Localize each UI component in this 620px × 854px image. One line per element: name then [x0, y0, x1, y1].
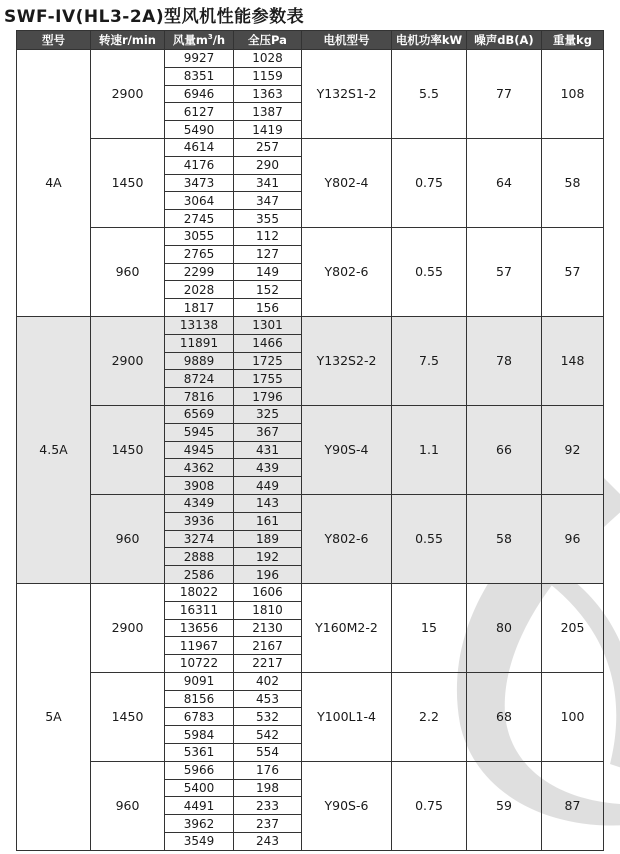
- speed-cell: 2900: [91, 583, 165, 672]
- header-model: 型号: [17, 31, 91, 50]
- speed-cell: 2900: [91, 50, 165, 139]
- pressure-cell: 1755: [234, 370, 302, 388]
- pressure-cell: 112: [234, 227, 302, 245]
- weight-cell: 100: [542, 672, 604, 761]
- pressure-cell: 431: [234, 441, 302, 459]
- power-cell: 2.2: [392, 672, 467, 761]
- airflow-cell: 10722: [165, 655, 234, 673]
- pressure-cell: 1301: [234, 316, 302, 334]
- model-cell: 4A: [17, 50, 91, 317]
- motor-cell: Y802-4: [302, 138, 392, 227]
- airflow-cell: 8724: [165, 370, 234, 388]
- airflow-cell: 2028: [165, 281, 234, 299]
- model-cell: 5A: [17, 583, 91, 850]
- noise-cell: 78: [467, 316, 542, 405]
- airflow-cell: 11891: [165, 334, 234, 352]
- table-row: [17, 316, 604, 334]
- pressure-cell: 1387: [234, 103, 302, 121]
- pressure-cell: 2130: [234, 619, 302, 637]
- noise-cell: 66: [467, 405, 542, 494]
- pressure-cell: 367: [234, 423, 302, 441]
- weight-cell: 108: [542, 50, 604, 139]
- power-cell: 0.75: [392, 138, 467, 227]
- pressure-cell: 243: [234, 833, 302, 851]
- pressure-cell: 2167: [234, 637, 302, 655]
- airflow-cell: 13138: [165, 316, 234, 334]
- airflow-cell: 1817: [165, 299, 234, 317]
- noise-cell: 58: [467, 494, 542, 583]
- header-pressure: 全压Pa: [234, 31, 302, 50]
- speed-cell: 2900: [91, 316, 165, 405]
- pressure-cell: 1466: [234, 334, 302, 352]
- noise-cell: 57: [467, 227, 542, 316]
- pressure-cell: 1810: [234, 601, 302, 619]
- noise-cell: 68: [467, 672, 542, 761]
- pressure-cell: 325: [234, 405, 302, 423]
- airflow-cell: 6946: [165, 85, 234, 103]
- airflow-cell: 3908: [165, 477, 234, 495]
- noise-cell: 59: [467, 761, 542, 850]
- power-cell: 0.75: [392, 761, 467, 850]
- airflow-cell: 4362: [165, 459, 234, 477]
- performance-table: [16, 30, 604, 851]
- pressure-cell: 2217: [234, 655, 302, 673]
- airflow-cell: 4176: [165, 156, 234, 174]
- weight-cell: 96: [542, 494, 604, 583]
- airflow-cell: 3064: [165, 192, 234, 210]
- pressure-cell: 347: [234, 192, 302, 210]
- pressure-cell: 127: [234, 245, 302, 263]
- pressure-cell: 143: [234, 494, 302, 512]
- airflow-cell: 5361: [165, 744, 234, 762]
- airflow-cell: 3055: [165, 227, 234, 245]
- table-row: [17, 227, 604, 245]
- header-noise: 噪声dB(A): [467, 31, 542, 50]
- motor-cell: Y90S-4: [302, 405, 392, 494]
- motor-cell: Y132S2-2: [302, 316, 392, 405]
- pressure-cell: 439: [234, 459, 302, 477]
- table-row: [17, 672, 604, 690]
- pressure-cell: 198: [234, 779, 302, 797]
- airflow-cell: 5400: [165, 779, 234, 797]
- pressure-cell: 176: [234, 761, 302, 779]
- airflow-cell: 3936: [165, 512, 234, 530]
- pressure-cell: 355: [234, 210, 302, 228]
- pressure-cell: 1606: [234, 583, 302, 601]
- airflow-cell: 4349: [165, 494, 234, 512]
- motor-cell: Y802-6: [302, 494, 392, 583]
- power-cell: 0.55: [392, 494, 467, 583]
- pressure-cell: 161: [234, 512, 302, 530]
- airflow-cell: 9889: [165, 352, 234, 370]
- pressure-cell: 532: [234, 708, 302, 726]
- airflow-cell: 3473: [165, 174, 234, 192]
- header-weight: 重量kg: [542, 31, 604, 50]
- speed-cell: 1450: [91, 405, 165, 494]
- pressure-cell: 149: [234, 263, 302, 281]
- airflow-cell: 9927: [165, 50, 234, 68]
- airflow-cell: 9091: [165, 672, 234, 690]
- airflow-cell: 6127: [165, 103, 234, 121]
- weight-cell: 57: [542, 227, 604, 316]
- pressure-cell: 152: [234, 281, 302, 299]
- airflow-cell: 3962: [165, 815, 234, 833]
- pressure-cell: 257: [234, 138, 302, 156]
- airflow-cell: 4945: [165, 441, 234, 459]
- speed-cell: 960: [91, 227, 165, 316]
- model-cell: 4.5A: [17, 316, 91, 583]
- pressure-cell: 542: [234, 726, 302, 744]
- speed-cell: 960: [91, 494, 165, 583]
- pressure-cell: 1028: [234, 50, 302, 68]
- model-group: [17, 316, 604, 583]
- noise-cell: 77: [467, 50, 542, 139]
- motor-cell: Y160M2-2: [302, 583, 392, 672]
- motor-cell: Y132S1-2: [302, 50, 392, 139]
- airflow-cell: 7816: [165, 388, 234, 406]
- airflow-cell: 18022: [165, 583, 234, 601]
- airflow-cell: 4491: [165, 797, 234, 815]
- airflow-cell: 16311: [165, 601, 234, 619]
- power-cell: 15: [392, 583, 467, 672]
- pressure-cell: 1796: [234, 388, 302, 406]
- weight-cell: 87: [542, 761, 604, 850]
- airflow-cell: 5490: [165, 121, 234, 139]
- pressure-cell: 233: [234, 797, 302, 815]
- model-group: [17, 50, 604, 317]
- header-speed: 转速r/min: [91, 31, 165, 50]
- motor-cell: Y90S-6: [302, 761, 392, 850]
- airflow-cell: 6783: [165, 708, 234, 726]
- table-row: [17, 494, 604, 512]
- pressure-cell: 402: [234, 672, 302, 690]
- airflow-cell: 2888: [165, 548, 234, 566]
- power-cell: 7.5: [392, 316, 467, 405]
- table-row: [17, 405, 604, 423]
- pressure-cell: 341: [234, 174, 302, 192]
- table-row: [17, 138, 604, 156]
- power-cell: 1.1: [392, 405, 467, 494]
- airflow-cell: 13656: [165, 619, 234, 637]
- airflow-cell: 6569: [165, 405, 234, 423]
- page-title: SWF-IV(HL3-2A)型风机性能参数表: [4, 7, 305, 27]
- weight-cell: 58: [542, 138, 604, 227]
- header-row: [17, 31, 604, 50]
- pressure-cell: 449: [234, 477, 302, 495]
- speed-cell: 960: [91, 761, 165, 850]
- weight-cell: 148: [542, 316, 604, 405]
- table-row: [17, 761, 604, 779]
- airflow-cell: 5945: [165, 423, 234, 441]
- motor-cell: Y100L1-4: [302, 672, 392, 761]
- pressure-cell: 192: [234, 548, 302, 566]
- airflow-cell: 11967: [165, 637, 234, 655]
- weight-cell: 205: [542, 583, 604, 672]
- table-row: [17, 50, 604, 68]
- speed-cell: 1450: [91, 138, 165, 227]
- header-motor: 电机型号: [302, 31, 392, 50]
- motor-cell: Y802-6: [302, 227, 392, 316]
- power-cell: 0.55: [392, 227, 467, 316]
- header-power: 电机功率kW: [392, 31, 467, 50]
- airflow-cell: 5984: [165, 726, 234, 744]
- speed-cell: 1450: [91, 672, 165, 761]
- airflow-cell: 2299: [165, 263, 234, 281]
- header-airflow: 风量$m^3/h$: [165, 31, 234, 50]
- airflow-cell: 8156: [165, 690, 234, 708]
- pressure-cell: 196: [234, 566, 302, 584]
- model-group: [17, 583, 604, 850]
- airflow-cell: 2745: [165, 210, 234, 228]
- airflow-cell: 4614: [165, 138, 234, 156]
- pressure-cell: 290: [234, 156, 302, 174]
- table-row: [17, 583, 604, 601]
- noise-cell: 64: [467, 138, 542, 227]
- pressure-cell: 1419: [234, 121, 302, 139]
- pressure-cell: 237: [234, 815, 302, 833]
- pressure-cell: 156: [234, 299, 302, 317]
- airflow-cell: 2765: [165, 245, 234, 263]
- power-cell: 5.5: [392, 50, 467, 139]
- airflow-cell: 3549: [165, 833, 234, 851]
- pressure-cell: 453: [234, 690, 302, 708]
- pressure-cell: 554: [234, 744, 302, 762]
- airflow-cell: 2586: [165, 566, 234, 584]
- airflow-cell: 3274: [165, 530, 234, 548]
- pressure-cell: 189: [234, 530, 302, 548]
- pressure-cell: 1725: [234, 352, 302, 370]
- pressure-cell: 1159: [234, 67, 302, 85]
- pressure-cell: 1363: [234, 85, 302, 103]
- weight-cell: 92: [542, 405, 604, 494]
- airflow-cell: 8351: [165, 67, 234, 85]
- noise-cell: 80: [467, 583, 542, 672]
- airflow-cell: 5966: [165, 761, 234, 779]
